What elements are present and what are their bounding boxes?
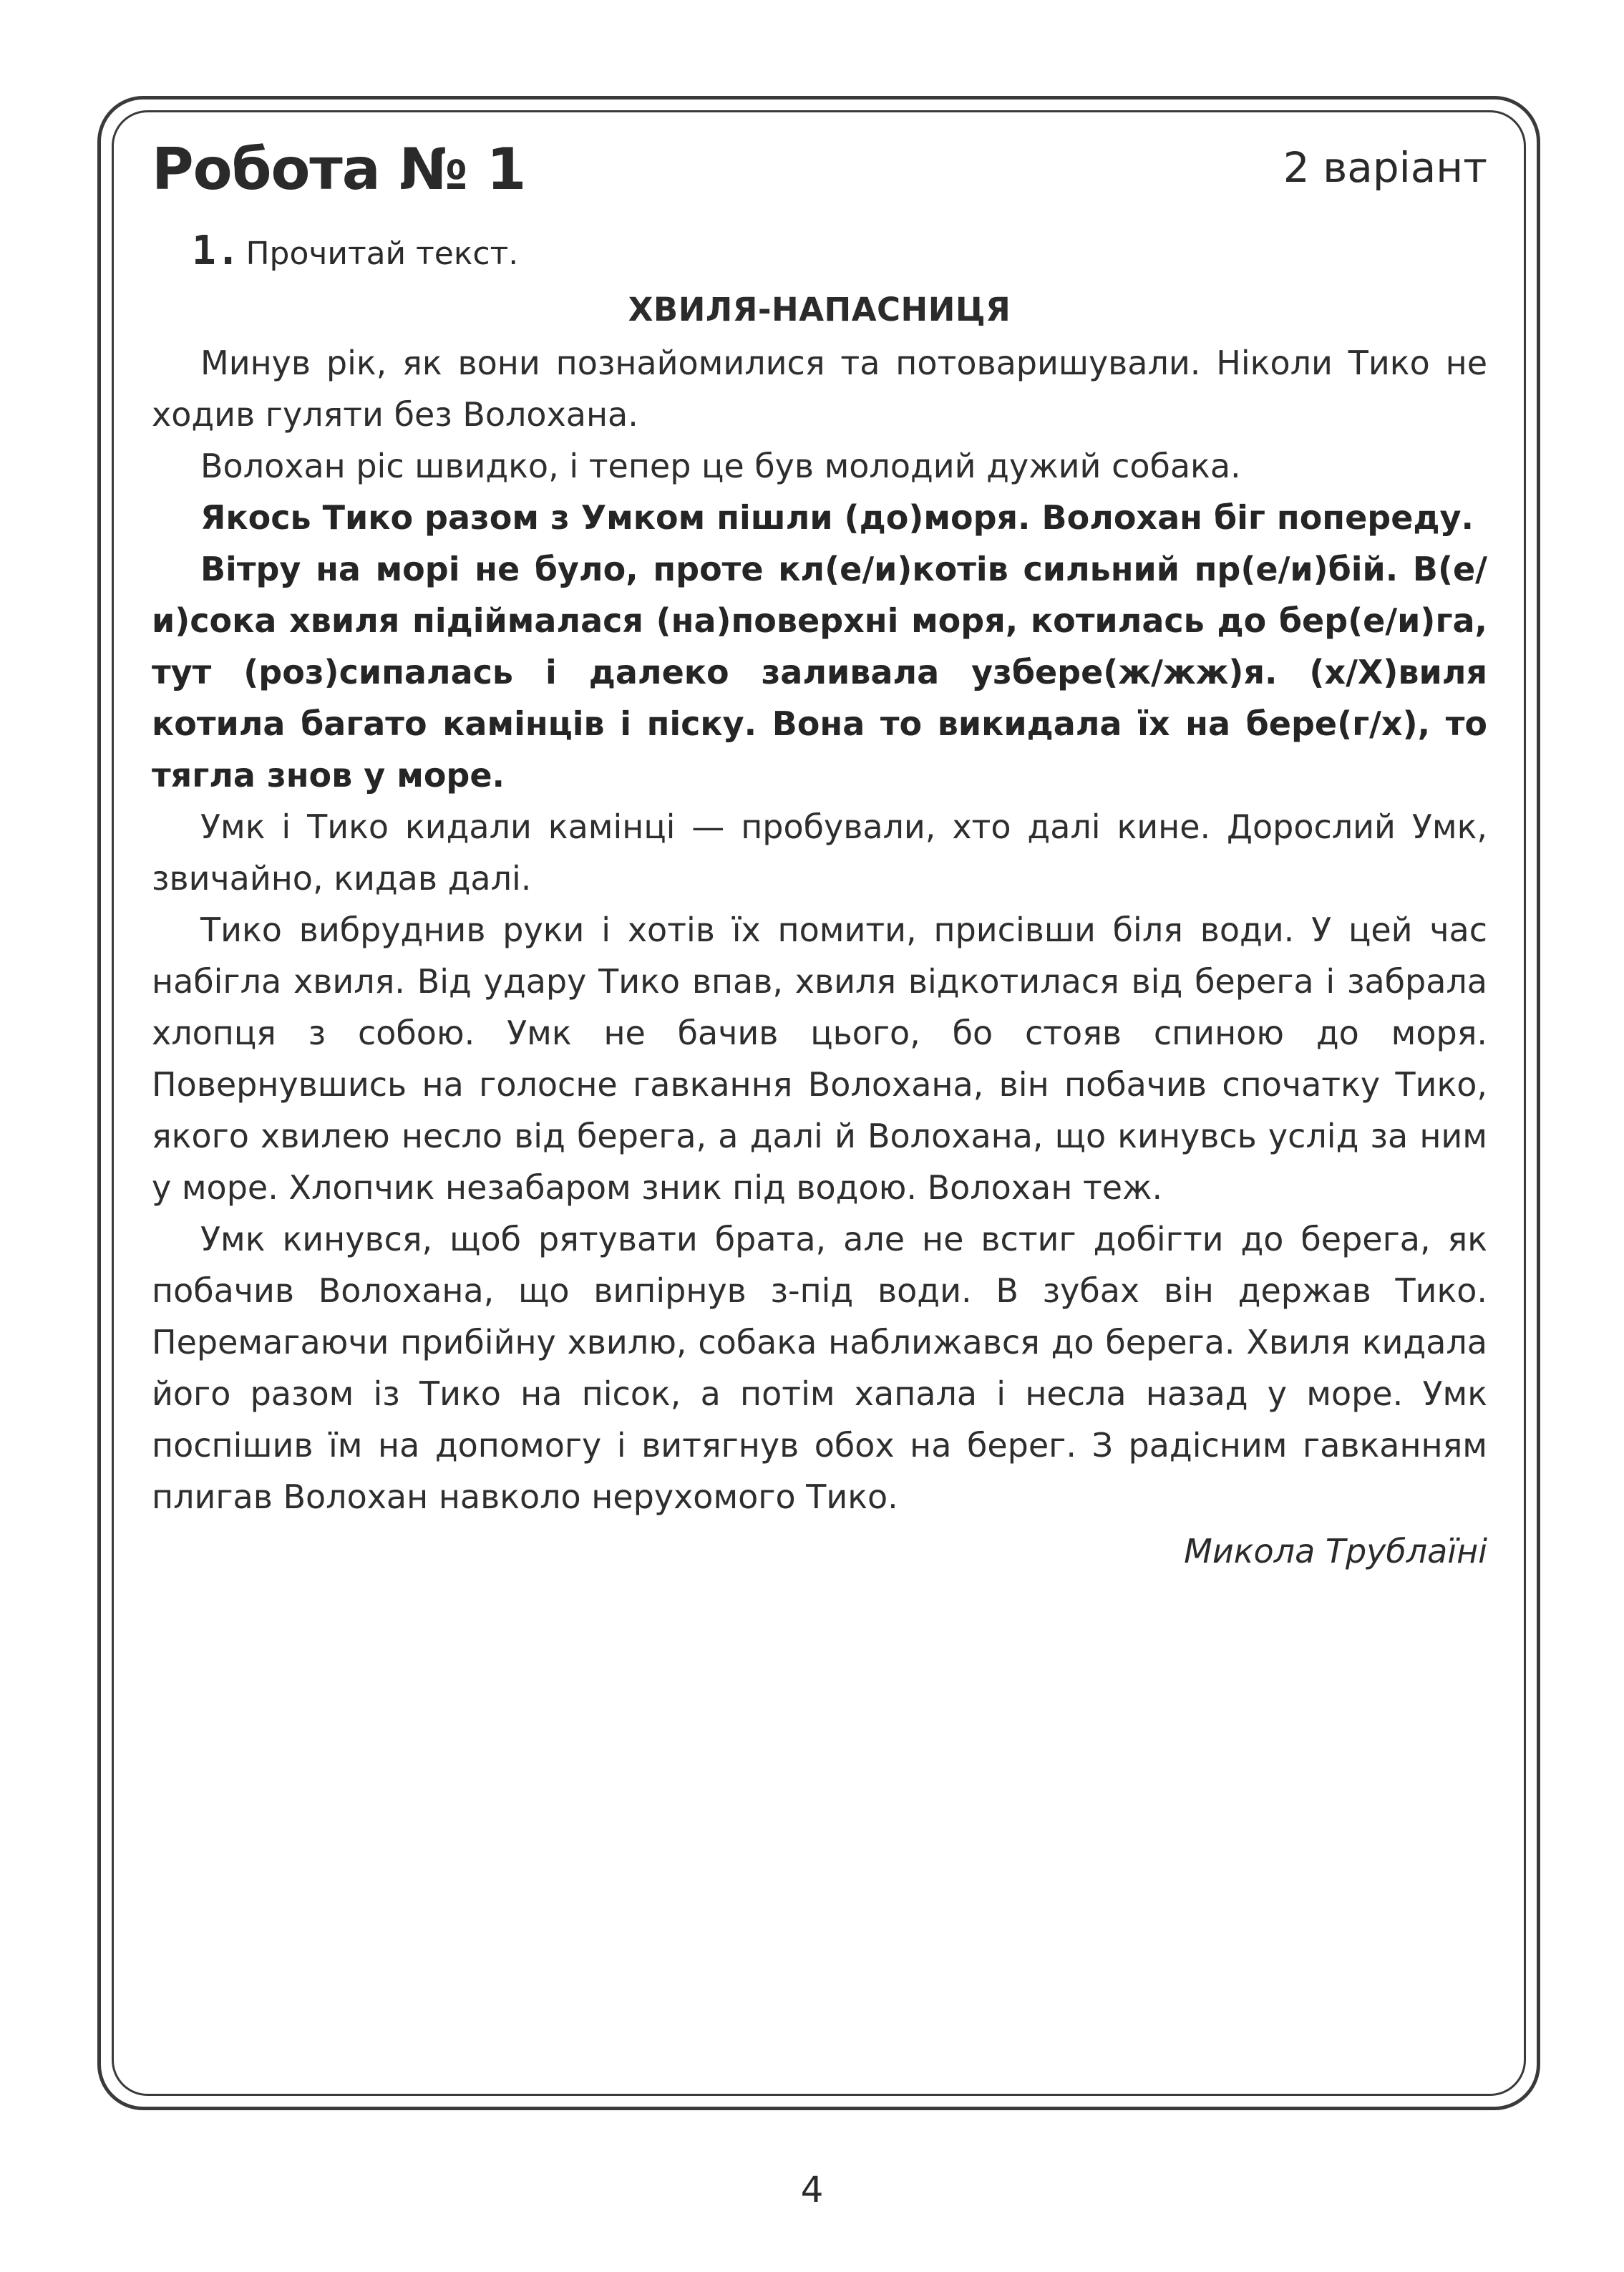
variant-label: 2 варіант <box>1283 143 1487 192</box>
story-paragraph: Умк кинувся, щоб рятувати брата, але не встиг добігти до берега, як побачив Волохана, що випірнув з-під води. В зубах він держав Тико. Перемагаючи прибійну хвилю, собака наближався до берега. Хвиля кидала його разом із Тико на пісок, а потім хапала і несла назад у море. Умк поспішив їм на допомогу і витягнув обох на берег. З радісним гавканням плигав Волохан навколо нерухомого Тико. <box>152 1220 1487 1516</box>
page-number: 4 <box>800 2169 824 2210</box>
story-text <box>152 337 1487 1523</box>
worksheet-header <box>152 136 1487 215</box>
story-paragraph-bold: Вітру на морі не було, проте кл(е/и)котів сильний пр(е/и)бій. В(е/и)сока хвиля підіймалася (на)поверхні моря, котилась до бер(е/и)га, тут (роз)сипалась і далеко заливала узбере(ж/жж)я. (х/Х)виля котила багато камінців і піску. Вона то викидала їх на бере(г/х), то тягла знов у море. <box>152 550 1487 795</box>
task-line <box>192 228 1487 275</box>
story-paragraph: Тико вибруднив руки і хотів їх помити, присівши біля води. У цей час набігла хвиля. Від удару Тико впав, хвиля відкотилася від берега і забрала хлопця з собою. Умк не бачив цього, бо стояв спиною до моря. Повернувшись на голосне гавкання Волохана, він побачив спочатку Тико, якого хвилею несло від берега, а далі й Волохана, що кинувсь услід за ним у море. Хлопчик незабаром зник під водою. Волохан теж. <box>152 911 1487 1207</box>
task-instruction: Прочитай текст. <box>245 236 519 272</box>
story-author: Микола Трублаїні <box>1184 1532 1487 1571</box>
task-number: 1. <box>192 228 240 274</box>
story-paragraph: Умк і Тико кидали камінці — пробували, хто далі кине. Дорослий Умк, звичайно, кидав далі. <box>152 807 1487 898</box>
story-paragraph-bold: Якось Тико разом з Умком пішли (до)моря. Волохан біг попереду. <box>200 498 1474 537</box>
worksheet-content <box>152 136 1487 1577</box>
story-paragraph: Минув рік, як вони познайомилися та потоваришували. Ніколи Тико не ходив гуляти без Волохана. <box>152 344 1487 434</box>
story-title: ХВИЛЯ-НАПАСНИЦЯ <box>628 291 1011 329</box>
work-title: Робота № 1 <box>152 136 526 203</box>
story-paragraph: Волохан ріс швидко, і тепер це був молодий дужий собака. <box>200 447 1241 485</box>
